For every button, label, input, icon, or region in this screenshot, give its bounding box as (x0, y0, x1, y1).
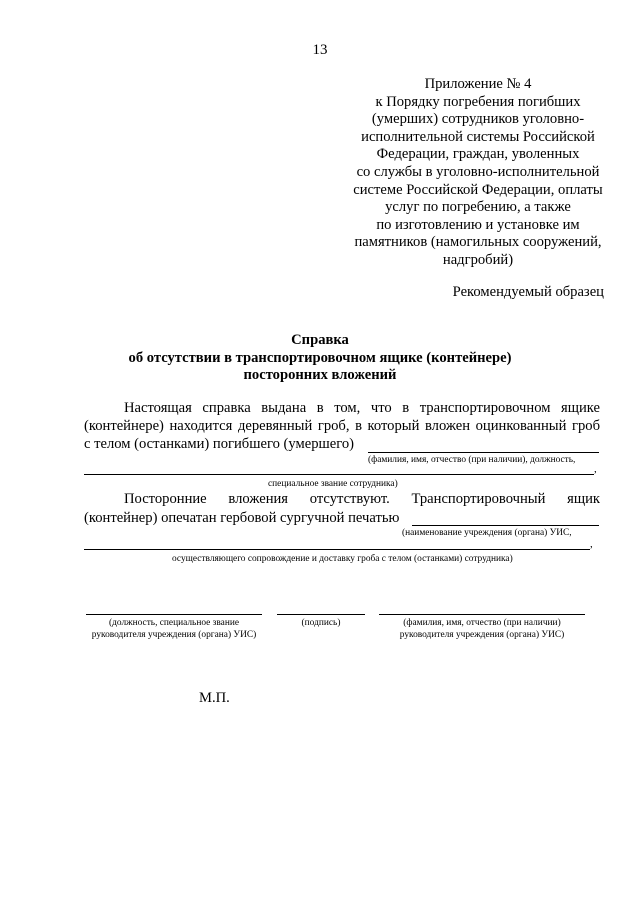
deceased-name-field[interactable] (368, 452, 599, 453)
appendix-header (330, 76, 626, 270)
body-text-line: (контейнере) находится деревянный гроб, в который вложен оцинкованный гроб (84, 418, 600, 434)
name-signature-line[interactable] (379, 614, 585, 615)
deceased-position-field[interactable] (84, 474, 594, 475)
recommended-sample-label: Рекомендуемый образец (452, 284, 604, 300)
appendix-line: (умерших) сотрудников уголовно- (371, 111, 585, 128)
appendix-line: памятников (намогильных сооружений, (354, 234, 602, 251)
appendix-line: услуг по погребению, а также (385, 199, 571, 216)
caption-institution: (наименование учреждения (органа) УИС, (402, 528, 572, 538)
page-number: 13 (312, 42, 328, 58)
caption-name: (фамилия, имя, отчество (при наличии) руководителя учреждения (органа) УИС) (399, 618, 565, 640)
appendix-line: по изготовлению и установке им (376, 216, 580, 233)
seal-institution-field[interactable] (412, 525, 599, 526)
title-line: Справка (291, 332, 349, 348)
escort-institution-field[interactable] (84, 549, 590, 550)
signature-line[interactable] (277, 614, 365, 615)
caption-rank: специальное звание сотрудника) (268, 479, 398, 489)
appendix-line: со службы в уголовно-исполнительной (356, 163, 600, 180)
caption-escort: осуществляющего сопровождение и доставку гроба с телом (останками) сотрудника) (172, 554, 513, 564)
caption-signature: (подпись) (301, 618, 341, 628)
position-signature-line[interactable] (86, 614, 262, 615)
title-line: посторонних вложений (243, 367, 397, 384)
body-text-line: (контейнер) опечатан гербовой сургучной печатью (84, 510, 400, 526)
appendix-line: системе Российской Федерации, оплаты (353, 181, 603, 198)
title-line: об отсутствии в транспортировочном ящике (контейнере) (128, 349, 512, 366)
document-title (0, 332, 640, 385)
appendix-line: Федерации, граждан, уволенных (376, 146, 580, 163)
appendix-line: к Порядку погребения погибших (375, 93, 581, 110)
body-text-line: Настоящая справка выдана в том, что в транспортировочном ящике (124, 400, 600, 416)
caption-fio-position: (фамилия, имя, отчество (при наличии), должность, (368, 455, 576, 465)
appendix-line: Приложение № 4 (424, 76, 532, 92)
body-text-line: Посторонние вложения отсутствуют. Транспортировочный ящик (124, 491, 600, 507)
stamp-place: М.П. (199, 690, 230, 706)
appendix-line: исполнительной системы Российской (361, 128, 595, 145)
appendix-line: надгробий) (442, 251, 514, 268)
body-text-line: с телом (останками) погибшего (умершего) (84, 436, 354, 452)
caption-position: (должность, специальное звание руководителя учреждения (органа) УИС) (91, 618, 257, 640)
